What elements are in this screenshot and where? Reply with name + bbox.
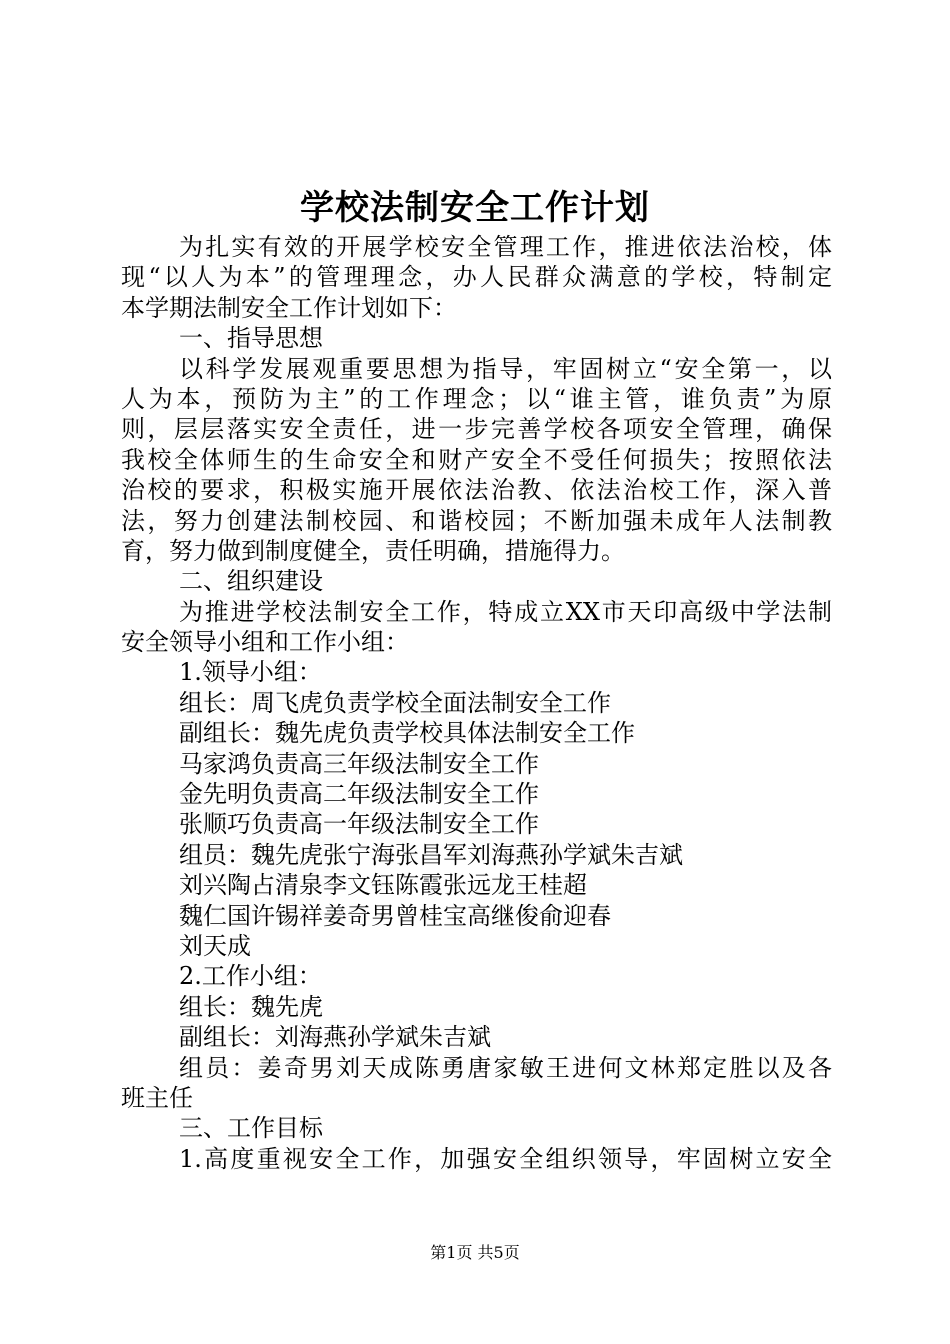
subsection-heading: 1.领导小组： <box>179 658 322 687</box>
list-item: 马家鸿负责高三年级法制安全工作 <box>179 749 539 778</box>
list-item: 金先明负责高二年级法制安全工作 <box>179 780 539 809</box>
list-item: 班主任 <box>121 1083 193 1112</box>
list-item: 组长：魏先虎 <box>179 992 323 1021</box>
paragraph-line: 治校的要求，积极实施开展依法治教、依法治校工作，深入普 <box>121 476 832 505</box>
paragraph-line: 本学期法制安全工作计划如下： <box>121 293 457 322</box>
subsection-heading: 2.工作小组： <box>179 962 322 991</box>
paragraph-line: 为扎实有效的开展学校安全管理工作，推进依法治校，体 <box>179 233 832 261</box>
section-heading: 一、指导思想 <box>179 324 323 353</box>
paragraph-line: 育，努力做到制度健全，责任明确，措施得力。 <box>121 536 625 565</box>
list-item: 组员：魏先虎张宁海张昌军刘海燕孙学斌朱吉斌 <box>179 840 683 869</box>
list-item: 魏仁国许锡祥姜奇男曾桂宝高继俊俞迎春 <box>179 901 611 930</box>
list-item: 张顺巧负责高一年级法制安全工作 <box>179 810 539 839</box>
list-item: 刘天成 <box>179 931 251 960</box>
paragraph-line: 则，层层落实安全责任，进一步完善学校各项安全管理，确保 <box>121 415 832 444</box>
paragraph-line: 以科学发展观重要思想为指导，牢固树立“安全第一，以 <box>179 354 832 383</box>
paragraph-line: 人为本，预防为主”的工作理念；以“谁主管，谁负责”为原 <box>121 384 832 413</box>
section-heading: 三、工作目标 <box>179 1114 323 1143</box>
paragraph-line: 为推进学校法制安全工作，特成立XX市天印高级中学法制 <box>179 597 832 626</box>
paragraph-line: 我校全体师生的生命安全和财产安全不受任何损失；按照依法 <box>121 445 832 474</box>
list-item: 组员：姜奇男刘天成陈勇唐家敏王进何文林郑定胜以及各 <box>179 1053 832 1082</box>
document-body <box>121 232 832 1174</box>
list-item: 刘兴陶占清泉李文钰陈霞张远龙王桂超 <box>179 871 587 900</box>
document-title: 学校法制安全工作计划 <box>300 188 650 228</box>
paragraph-line: 现“以人为本”的管理理念，办人民群众满意的学校，特制定 <box>121 263 832 292</box>
paragraph-line: 法，努力创建法制校园、和谐校园；不断加强未成年人法制教 <box>121 506 832 535</box>
list-item: 副组长：刘海燕孙学斌朱吉斌 <box>179 1023 491 1052</box>
paragraph-line: 1.高度重视安全工作，加强安全组织领导，牢固树立安全 <box>179 1144 832 1173</box>
list-item: 组长：周飞虎负责学校全面法制安全工作 <box>179 688 611 717</box>
paragraph-line: 安全领导小组和工作小组： <box>121 628 409 657</box>
section-heading: 二、组织建设 <box>179 567 323 596</box>
list-item: 副组长：魏先虎负责学校具体法制安全工作 <box>179 719 635 748</box>
page-footer: 第1页 共5页 <box>430 1243 520 1262</box>
